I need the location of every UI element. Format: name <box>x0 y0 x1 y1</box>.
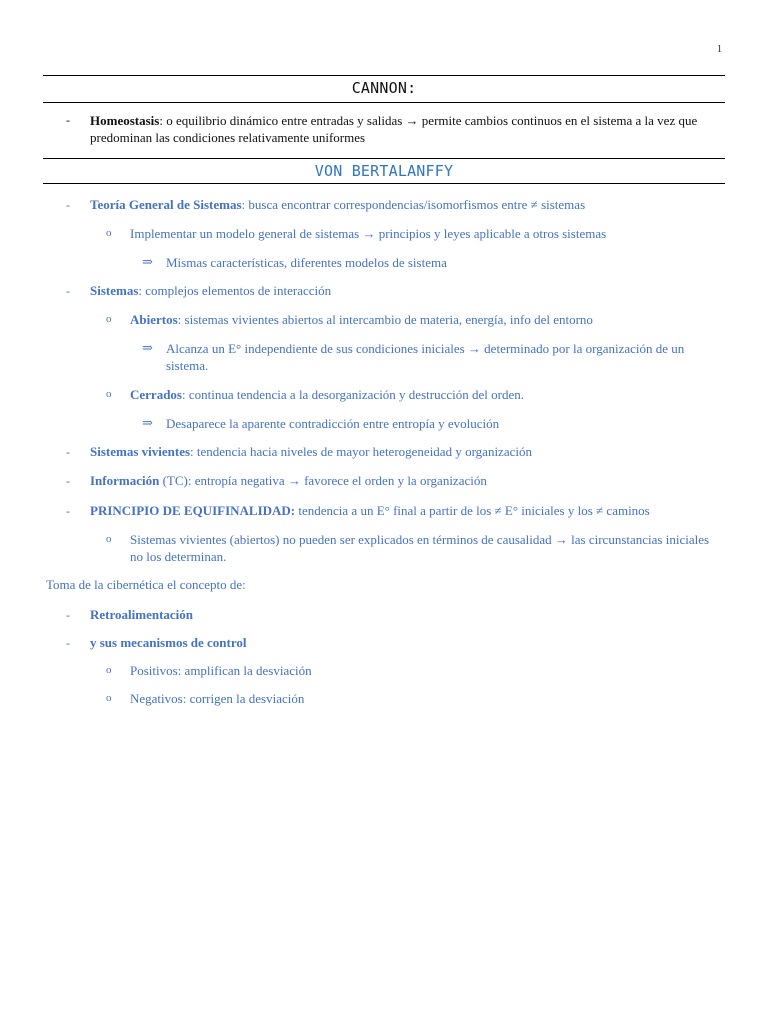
page-number: 1 <box>717 44 722 55</box>
bullet-dash: - <box>66 608 70 622</box>
item-text: : busca encontrar correspondencias/isomorfismos entre ≠ sistemas <box>241 197 586 212</box>
bullet-dash: - <box>66 445 70 459</box>
list-item <box>130 311 720 328</box>
list-item: Alcanza un E° independiente de sus condiciones iniciales → determinado por la organización de un sistema. <box>166 341 685 373</box>
item-text: : sistemas vivientes abiertos al intercambio de materia, energía, info del entorno <box>177 312 593 327</box>
item-term: Retroalimentación <box>90 607 194 622</box>
item-term: Teoría General de Sistemas <box>90 197 242 212</box>
list-item: Positivos: amplifican la desviación <box>130 663 312 678</box>
item-term: Sistemas <box>90 283 139 298</box>
item-term: y sus mecanismos de control <box>90 635 247 650</box>
bullet-circle: o <box>106 313 112 325</box>
bertalanffy-heading: VON BERTALANFFY <box>314 162 454 180</box>
bullet-circle: o <box>106 388 112 400</box>
arrow-icon: ⇒ <box>142 415 153 430</box>
list-item: Desaparece la aparente contradicción entre entropía y evolución <box>166 416 500 431</box>
homeostasis-item <box>90 112 720 146</box>
arrow-icon: ⇒ <box>142 340 153 355</box>
list-item: Sistemas vivientes (abiertos) no pueden ser explicados en términos de causalidad → las circunstancias iniciales no los determinan. <box>130 532 710 564</box>
bullet-dash: - <box>66 474 70 488</box>
cannon-heading: CANNON: <box>351 79 417 97</box>
list-item: Implementar un modelo general de sistemas → principios y leyes aplicable a otros sistemas <box>130 226 607 241</box>
list-item <box>90 606 720 623</box>
item-text: : complejos elementos de interacción <box>138 283 332 298</box>
cybernetics-intro: Toma de la cibernética el concepto de: <box>46 577 246 592</box>
bertalanffy-rule-top <box>43 158 725 159</box>
list-item <box>90 196 720 213</box>
item-text: : continua tendencia a la desorganización y destrucción del orden. <box>182 387 524 402</box>
list-item: Mismas características, diferentes modelos de sistema <box>166 255 447 270</box>
bullet-dash: - <box>66 504 70 518</box>
item-text: tendencia a un E° final a partir de los ≠ E° iniciales y los ≠ caminos <box>295 503 650 518</box>
bullet-circle: o <box>106 533 112 545</box>
list-item: Negativos: corrigen la desviación <box>130 691 305 706</box>
item-term: Sistemas vivientes <box>90 444 191 459</box>
item-term: Información <box>90 473 160 488</box>
item-term: PRINCIPIO DE EQUIFINALIDAD: <box>90 503 296 518</box>
bertalanffy-rule-bottom <box>43 183 725 184</box>
homeostasis-term: Homeostasis <box>90 113 160 128</box>
homeostasis-text: : o equilibrio dinámico entre entradas y salidas → permite cambios continuos en el sistema a la vez que predominan las condiciones relativamente uniformes <box>90 113 698 145</box>
list-item <box>90 634 720 651</box>
bullet-circle: o <box>106 692 112 704</box>
bullet-circle: o <box>106 664 112 676</box>
list-item <box>90 502 720 519</box>
item-text: (TC): entropía negativa → favorece el orden y la organización <box>159 473 487 488</box>
cannon-rule <box>43 102 725 103</box>
list-item <box>90 282 720 299</box>
bullet-dash: - <box>66 636 70 650</box>
list-item <box>90 472 720 489</box>
top-rule <box>43 75 725 76</box>
list-item <box>130 386 720 403</box>
bullet-dash: - <box>66 284 70 298</box>
item-term: Abiertos <box>130 312 178 327</box>
bullet-dash: - <box>66 113 70 127</box>
list-item <box>90 443 720 460</box>
bullet-circle: o <box>106 227 112 239</box>
bullet-dash: - <box>66 198 70 212</box>
item-text: : tendencia hacia niveles de mayor heterogeneidad y organización <box>190 444 532 459</box>
arrow-icon: ⇒ <box>142 254 153 269</box>
item-term: Cerrados <box>130 387 182 402</box>
